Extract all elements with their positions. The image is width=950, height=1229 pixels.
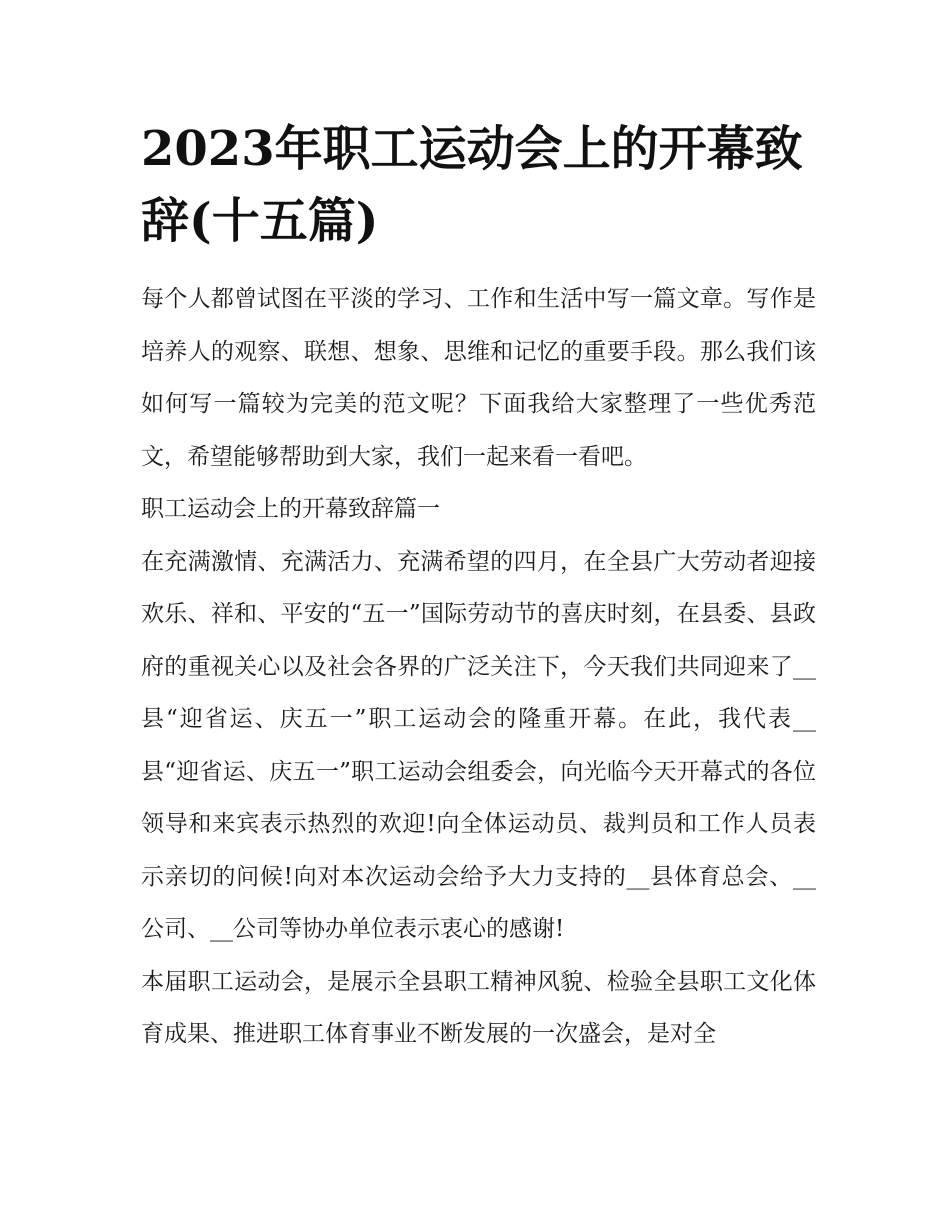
- document-body: [141, 273, 816, 1061]
- section-heading: 职工运动会上的开幕致辞篇一: [141, 496, 440, 522]
- intro-paragraph: 每个人都曾试图在平淡的学习、工作和生活中写一篇文章。写作是培养人的观察、联想、想象、思维和记忆的重要手段。那么我们该如何写一篇较为完美的范文呢？下面我给大家整理了一些优秀范文，希望能够帮助到大家，我们一起来看一看吧。: [141, 286, 816, 470]
- document-content: [141, 113, 816, 1061]
- body-paragraph-2: 本届职工运动会，是展示全县职工精神风貌、检验全县职工文化体育成果、推进职工体育事业不断发展的一次盛会，是对全: [141, 968, 816, 1047]
- body-paragraph-1: 在充满激情、充满活力、充满希望的四月，在全县广大劳动者迎接欢乐、祥和、平安的“五一”国际劳动节的喜庆时刻，在县委、县政府的重视关心以及社会各界的广泛关注下，今天我们共同迎来了__县“迎省运、庆五一”职工运动会的隆重开幕。在此，我代表__县“迎省运、庆五一”职工运动会组委会，向光临今天开幕式的各位领导和来宾表示热烈的欢迎!向全体运动员、裁判员和工作人员表示亲切的问候!向对本次运动会给予大力支持的__县体育总会、__公司、__公司等协办单位表示衷心的感谢!: [141, 548, 816, 942]
- document-title: 2023年职工运动会上的开幕致辞(十五篇): [141, 121, 803, 249]
